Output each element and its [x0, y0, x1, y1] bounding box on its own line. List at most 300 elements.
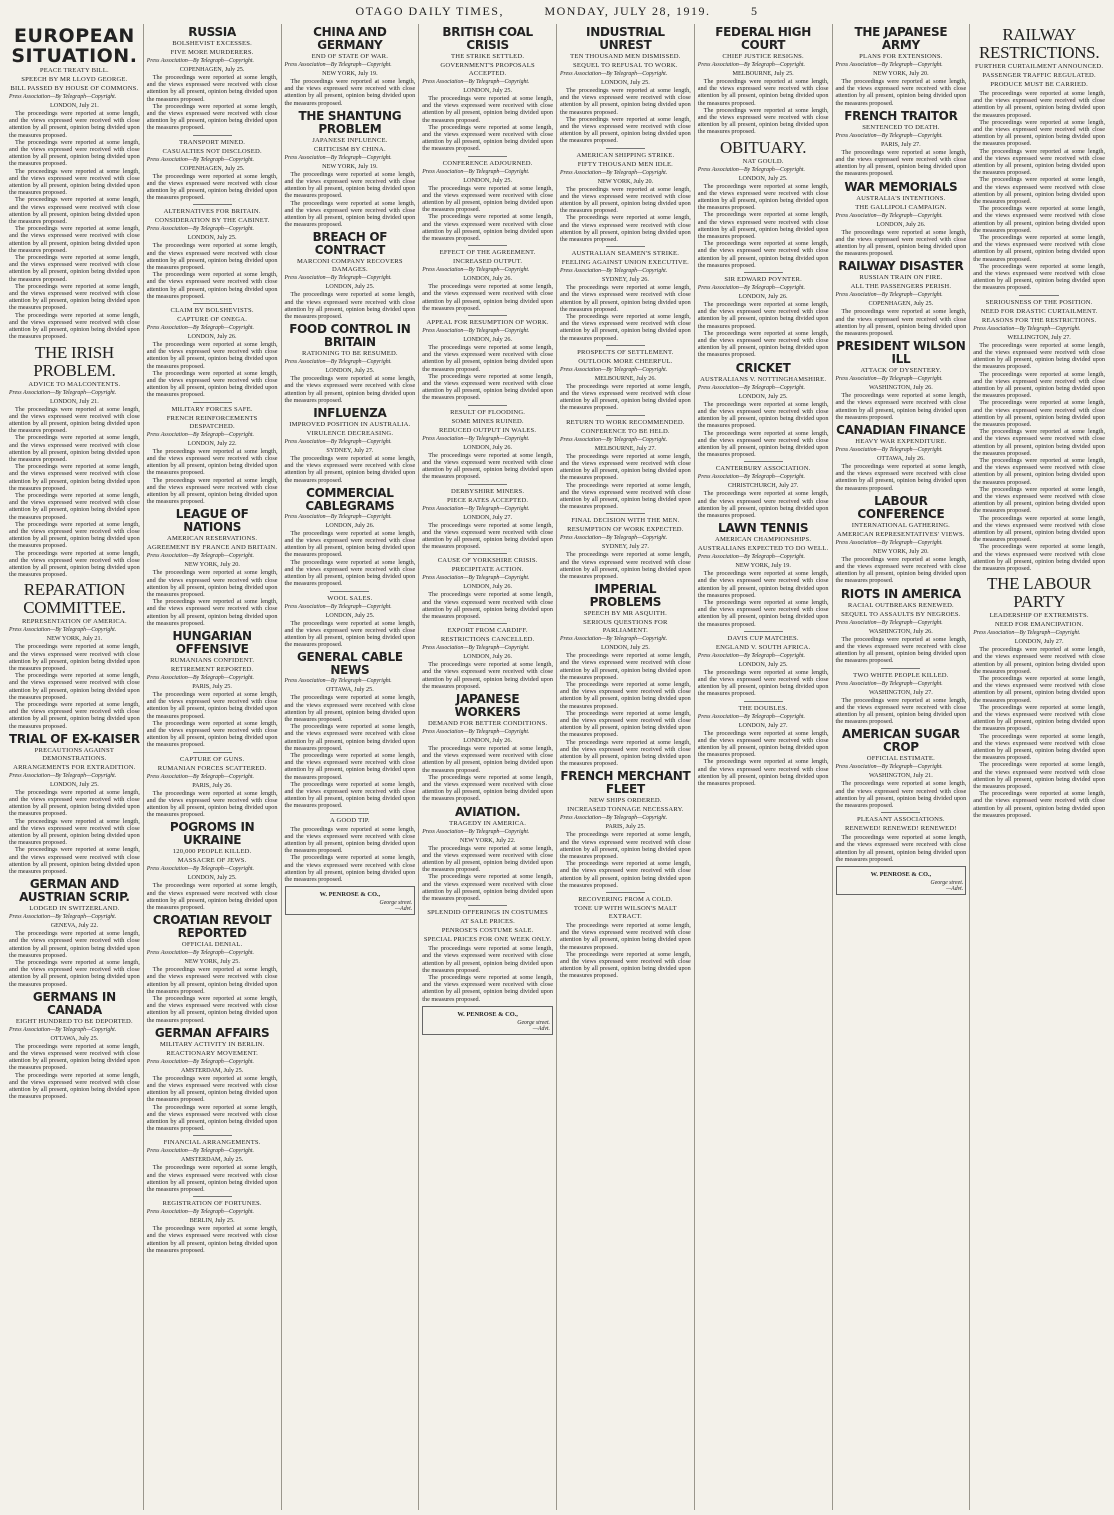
dateline: WASHINGTON, July 26.	[868, 384, 933, 392]
article	[285, 651, 416, 809]
article-paragraph: The proceedings were reported at some length, and the views expressed were received with close attention by all present, opinion being divided upon the measures proposed.	[697, 758, 829, 787]
column-3	[282, 24, 420, 1510]
article-paragraph: The proceedings were reported at some length, and the views expressed were received with close attention by all present, opinion being divided upon the measures proposed.	[284, 170, 416, 200]
article-headline: REPARATION COMMITTEE.	[23, 580, 126, 618]
article-paragraph: The proceedings were reported at some length, and the views expressed were received with close attention by all present, opinion being divided upon the measures proposed.	[146, 882, 278, 911]
article-paragraph: The proceedings were reported at some length, and the views expressed were received with close attention by all present, opinion being divided upon the measures proposed.	[284, 558, 416, 588]
article	[147, 508, 278, 627]
divider	[881, 812, 920, 813]
article	[698, 26, 829, 136]
article-subheading: CONFERENCE ADJOURNED.	[442, 159, 533, 167]
article-subheading: CONSIDERATION BY THE CABINET.	[154, 217, 270, 225]
article	[560, 345, 691, 412]
divider	[193, 1196, 232, 1197]
dateline: AMSTERDAM, July 25.	[181, 1156, 244, 1164]
dateline: GENEVA, July 22.	[50, 922, 99, 930]
article-subheading: RUSSIAN TRAIN ON FIRE.	[859, 274, 943, 282]
article-paragraph: The proceedings were reported at some length, and the views expressed were received with close attention by all present, opinion being divided upon the measures proposed.	[560, 87, 691, 116]
article-paragraph: The proceedings were reported at some length, and the views expressed were received with close attention by all present, opinion being divided upon the measures proposed.	[146, 569, 278, 598]
article-subheading: PROSPECTS OF SETTLEMENT.	[577, 348, 674, 356]
article-headline: GERMANS IN CANADA	[32, 989, 116, 1017]
dateline: LONDON, July 26.	[463, 653, 513, 661]
ad-tag: George street.	[379, 900, 413, 907]
press-credit: Press Association—By Telegraph—Copyright.	[9, 914, 117, 921]
article-paragraph: The proceedings were reported at some length, and the views expressed were received with close attention by all present, opinion being divided upon the measures proposed.	[422, 591, 553, 620]
divider	[468, 905, 507, 906]
ad-tag: George street.	[930, 879, 964, 886]
article-subheading: CASUALTIES NOT DISCLOSED.	[162, 147, 262, 155]
article	[147, 303, 278, 399]
press-credit: Press Association—By Telegraph—Copyright.	[835, 292, 943, 299]
article-subheading: CAUSE OF YORKSHIRE CRISIS.	[437, 557, 538, 565]
article-paragraph: The proceedings were reported at some length, and the views expressed were received with close attention by all present, opinion being divided upon the measures proposed.	[422, 123, 553, 153]
dateline: LONDON, July 25.	[738, 174, 788, 182]
article	[836, 728, 967, 809]
article-paragraph: The proceedings were reported at some length, and the views expressed were received with close attention by all present, opinion being divided upon the measures proposed.	[9, 846, 140, 876]
press-credit: Press Association—By Telegraph—Copyright.	[284, 62, 392, 68]
article-subheading: PRECAUTIONS AGAINST DEMONSTRATIONS.	[34, 746, 115, 762]
article-subheading: CANTERBURY ASSOCIATION.	[715, 465, 811, 473]
article	[836, 812, 967, 863]
dateline: MELBOURNE, July 26.	[594, 374, 656, 382]
dateline: LONDON, July 21.	[49, 102, 99, 109]
article	[285, 407, 416, 484]
press-credit: Press Association—By Telegraph—Copyright.	[146, 58, 254, 64]
article	[422, 623, 553, 690]
article-paragraph: The proceedings were reported at some length, and the views expressed were received with close attention by all present, opinion being divided upon the measures proposed.	[9, 254, 140, 283]
article	[698, 701, 829, 788]
article-paragraph: The proceedings were reported at some length, and the views expressed were received with close attention by all present, opinion being divided upon the measures proposed.	[560, 922, 691, 951]
article-paragraph: The proceedings were reported at some length, and the views expressed were received with close attention by all present, opinion being divided upon the measures proposed.	[835, 228, 967, 258]
article-paragraph: The proceedings were reported at some length, and the views expressed were received with close attention by all present, opinion being divided upon the measures proposed.	[9, 167, 140, 197]
article-paragraph: The proceedings were reported at some length, and the views expressed were received with close attention by all present, opinion being divided upon the measures proposed.	[9, 1071, 140, 1101]
article-paragraph: The proceedings were reported at some length, and the views expressed were received with close attention by all present, opinion being divided upon the measures proposed.	[9, 959, 140, 988]
dateline: MELBOURNE, July 27.	[594, 444, 656, 452]
dateline: NEW YORK, July 19.	[735, 562, 791, 570]
article-subheading: FEELING AGAINST UNION EXECUTIVE.	[561, 259, 689, 267]
article-subheading: RENEWED! RENEWED! RENEWED!	[844, 825, 957, 833]
article-subheading: NEED FOR DRASTIC CURTAILMENT.	[980, 307, 1098, 315]
dateline: PARIS, July 26.	[192, 781, 232, 789]
article	[147, 135, 278, 202]
press-credit: Press Association—By Telegraph—Copyright.	[422, 575, 530, 582]
article-paragraph: The proceedings were reported at some length, and the views expressed were received with close attention by all present, opinion being divided upon the measures proposed.	[9, 701, 140, 730]
press-credit: Press Association—By Telegraph—Copyright.	[422, 168, 530, 175]
press-credit: Press Association—By Telegraph—Copyright.	[560, 535, 668, 542]
article	[285, 26, 416, 107]
article	[836, 668, 967, 726]
dateline: OTTAWA, July 26.	[876, 455, 925, 463]
article	[698, 631, 829, 698]
article-paragraph: The proceedings were reported at some length, and the views expressed were received with close attention by all present, opinion being divided upon the measures proposed.	[973, 205, 1105, 234]
article-paragraph: The proceedings were reported at some length, and the views expressed were received with close attention by all present, opinion being divided upon the measures proposed.	[284, 199, 416, 229]
press-credit: Press Association—By Telegraph—Copyright.	[560, 366, 668, 373]
article-headline: THE JAPANESE ARMY	[854, 25, 948, 52]
dateline: NEW YORK, July 20.	[597, 177, 654, 185]
article-headline: THE IRISH PROBLEM.	[33, 342, 116, 380]
divider	[468, 553, 507, 554]
article	[422, 405, 553, 481]
press-credit: Press Association—By Telegraph—Copyright.	[422, 328, 530, 335]
press-credit: Press Association—By Telegraph—Copyright.	[560, 169, 668, 176]
column-8	[970, 24, 1108, 1510]
article-paragraph: The proceedings were reported at some length, and the views expressed were received with close attention by all present, opinion being divided upon the measures proposed.	[284, 375, 416, 404]
article-headline: HUNGARIAN OFFENSIVE	[172, 628, 252, 656]
article-paragraph: The proceedings were reported at some length, and the views expressed were received with close attention by all present, opinion being divided upon the measures proposed.	[422, 521, 553, 551]
divider	[468, 156, 507, 157]
article-paragraph: The proceedings were reported at some length, and the views expressed were received with close attention by all present, opinion being divided upon the measures proposed.	[9, 672, 140, 701]
article-headline: OBITUARY.	[719, 137, 807, 157]
article-paragraph: The proceedings were reported at some length, and the views expressed were received with close attention by all present, opinion being divided upon the measures proposed.	[9, 788, 140, 818]
article-subheading: REACTIONARY MOVEMENT.	[166, 1049, 258, 1057]
divider	[330, 813, 369, 814]
press-credit: Press Association—By Telegraph—Copyright.	[835, 132, 943, 139]
article-headline: FEDERAL HIGH COURT	[715, 25, 811, 52]
article-paragraph: The proceedings were reported at some length, and the views expressed were received with close attention by all present, opinion being divided upon the measures proposed.	[560, 950, 691, 980]
dateline: NEW YORK, July 21.	[46, 635, 103, 643]
press-credit: Press Association—By Telegraph—Copyright.	[284, 678, 392, 685]
divider	[193, 752, 232, 753]
article-subheading: BOLSHEVIST EXCESSES.	[172, 40, 252, 47]
article-paragraph: The proceedings were reported at some length, and the views expressed were received with close attention by all present, opinion being divided upon the measures proposed.	[973, 761, 1105, 791]
dateline: LONDON, July 25.	[187, 234, 237, 242]
article-paragraph: The proceedings were reported at some length, and the views expressed were received with close attention by all present, opinion being divided upon the measures proposed.	[973, 732, 1105, 762]
press-credit: Press Association—By Telegraph—Copyright.	[422, 505, 530, 512]
article-subheading: VIRULENCE DECREASING.	[306, 430, 394, 438]
article-subheading: 120,000 PEOPLE KILLED.	[172, 848, 252, 856]
article-headline: BREACH OF CONTRACT	[312, 230, 388, 258]
article-headline: WAR MEMORIALS	[844, 179, 958, 194]
press-credit: Press Association—By Telegraph—Copyright.	[146, 325, 254, 332]
article-subheading: SERIOUSNESS OF THE POSITION.	[985, 298, 1093, 306]
article-paragraph: The proceedings were reported at some length, and the views expressed were received with close attention by all present, opinion being divided upon the measures proposed.	[284, 751, 416, 781]
article	[147, 752, 278, 819]
article	[560, 415, 691, 511]
article-subheading: OUTLOOK MORE CHEERFUL.	[578, 357, 673, 365]
article-paragraph: The proceedings were reported at some length, and the views expressed were received with close attention by all present, opinion being divided upon the measures proposed.	[146, 447, 278, 477]
article-paragraph: The proceedings were reported at some length, and the views expressed were received with close attention by all present, opinion being divided upon the measures proposed.	[422, 661, 553, 690]
article-subheading: AMERICAN RESERVATIONS.	[167, 535, 258, 543]
dateline: NEW YORK, July 19.	[322, 162, 378, 170]
article-subheading: SENTENCED TO DEATH.	[862, 123, 940, 131]
dateline: WASHINGTON, July 26.	[868, 627, 933, 635]
article	[973, 26, 1105, 292]
article-paragraph: The proceedings were reported at some length, and the views expressed were received with close attention by all present, opinion being divided upon the measures proposed.	[9, 110, 140, 139]
dateline: COPENHAGEN, July 25.	[868, 300, 934, 308]
article-paragraph: The proceedings were reported at some length, and the views expressed were received with close attention by all present, opinion being divided upon the measures proposed.	[422, 974, 553, 1003]
dateline: LONDON, July 22.	[187, 439, 237, 447]
article-paragraph: The proceedings were reported at some length, and the views expressed were received with close attention by all present, opinion being divided upon the measures proposed.	[146, 1103, 278, 1133]
press-credit: Press Association—By Telegraph—Copyright.	[835, 539, 943, 546]
article-paragraph: The proceedings were reported at some length, and the views expressed were received with close attention by all present, opinion being divided upon the measures proposed.	[835, 78, 967, 107]
article-paragraph: The proceedings were reported at some length, and the views expressed were received with close attention by all present, opinion being divided upon the measures proposed.	[560, 652, 691, 681]
article-paragraph: The proceedings were reported at some length, and the views expressed were received with close attention by all present, opinion being divided upon the measures proposed.	[973, 428, 1105, 457]
article-subheading: SPECIAL PRICES FOR ONE WEEK ONLY.	[423, 936, 552, 944]
dateline: LONDON, July 25.	[49, 780, 99, 788]
article-paragraph: The proceedings were reported at some length, and the views expressed were received with close attention by all present, opinion being divided upon the measures proposed.	[422, 873, 553, 902]
advertisement	[285, 886, 416, 915]
article-subheading: NAT GOULD.	[742, 157, 784, 165]
article-paragraph: The proceedings were reported at some length, and the views expressed were received with close attention by all present, opinion being divided upon the measures proposed.	[146, 719, 278, 749]
article-paragraph: The proceedings were reported at some length, and the views expressed were received with close attention by all present, opinion being divided upon the measures proposed.	[973, 703, 1105, 733]
divider	[468, 623, 507, 624]
article-subheading: TRAGEDY IN AMERICA.	[449, 819, 527, 827]
article	[560, 26, 691, 145]
article-subheading: AUSTRALIANS EXPECTED TO DO WELL.	[697, 545, 829, 553]
article-paragraph: The proceedings were reported at some length, and the views expressed were received with close attention by all present, opinion being divided upon the measures proposed.	[422, 95, 553, 124]
article-paragraph: The proceedings were reported at some length, and the views expressed were received with close attention by all present, opinion being divided upon the measures proposed.	[284, 529, 416, 559]
article-paragraph: The proceedings were reported at some length, and the views expressed were received with close attention by all present, opinion being divided upon the measures proposed.	[560, 481, 691, 511]
article-paragraph: The proceedings were reported at some length, and the views expressed were received with close attention by all present, opinion being divided upon the measures proposed.	[9, 405, 140, 435]
article-paragraph: The proceedings were reported at some length, and the views expressed were received with close attention by all present, opinion being divided upon the measures proposed.	[146, 74, 278, 103]
article-paragraph: The proceedings were reported at some length, and the views expressed were received with close attention by all present, opinion being divided upon the measures proposed.	[9, 817, 140, 847]
dateline: NEW YORK, July 19.	[322, 70, 378, 77]
column-4	[419, 24, 557, 1510]
article-headline: EUROPEAN SITUATION.	[11, 25, 138, 67]
article-paragraph: The proceedings were reported at some length, and the views expressed were received with close attention by all present, opinion being divided upon the measures proposed.	[560, 680, 691, 710]
article-paragraph: The proceedings were reported at some length, and the views expressed were received with close attention by all present, opinion being divided upon the measures proposed.	[9, 549, 140, 579]
article-paragraph: The proceedings were reported at some length, and the views expressed were received with close attention by all present, opinion being divided upon the measures proposed.	[697, 301, 829, 330]
article-paragraph: The proceedings were reported at some length, and the views expressed were received with close attention by all present, opinion being divided upon the measures proposed.	[973, 262, 1105, 292]
article-subheading: CHIEF JUSTICE RESIGNS.	[722, 53, 804, 60]
article	[9, 344, 140, 579]
article-paragraph: The proceedings were reported at some length, and the views expressed were received with close attention by all present, opinion being divided upon the measures proposed.	[422, 283, 553, 312]
article-paragraph: The proceedings were reported at some length, and the views expressed were received with close attention by all present, opinion being divided upon the measures proposed.	[9, 643, 140, 672]
press-credit: Press Association—By Telegraph—Copyright.	[697, 474, 805, 481]
article-paragraph: The proceedings were reported at some length, and the views expressed were received with close attention by all present, opinion being divided upon the measures proposed.	[146, 1225, 278, 1254]
article-headline: CHINA AND GERMANY	[313, 25, 387, 52]
article-subheading: ADVICE TO MALCONTENTS.	[28, 380, 121, 388]
article-subheading: THE DOUBLES.	[738, 704, 788, 712]
article-subheading: A GOOD TIP.	[330, 816, 370, 824]
article-headline: GERMAN AFFAIRS	[154, 1025, 270, 1040]
article-subheading: DEMAND FOR BETTER CONDITIONS.	[427, 719, 548, 727]
article-paragraph: The proceedings were reported at some length, and the views expressed were received with close attention by all present, opinion being divided upon the measures proposed.	[973, 485, 1105, 515]
press-credit: Press Association—By Telegraph—Copyright.	[422, 79, 530, 85]
press-credit: Press Association—By Telegraph—Copyright.	[284, 513, 392, 520]
article	[9, 733, 140, 875]
article-headline: BRITISH COAL CRISIS	[442, 25, 533, 52]
press-credit: Press Association—By Telegraph—Copyright.	[697, 62, 805, 68]
article-paragraph: The proceedings were reported at some length, and the views expressed were received with close attention by all present, opinion being divided upon the measures proposed.	[146, 242, 278, 272]
dateline: LONDON, July 27.	[1014, 638, 1064, 646]
press-credit: Press Association—By Telegraph—Copyright.	[697, 652, 805, 659]
article-paragraph: The proceedings were reported at some length, and the views expressed were received with close attention by all present, opinion being divided upon the measures proposed.	[973, 514, 1105, 544]
press-credit: Press Association—By Telegraph—Copyright.	[697, 285, 805, 292]
article-subheading: MILITARY ACTIVITY IN BERLIN.	[159, 1040, 265, 1048]
dateline: CHRISTCHURCH, July 27.	[727, 482, 799, 490]
dateline: LONDON, July 25.	[600, 644, 650, 652]
article-paragraph: The proceedings were reported at some length, and the views expressed were received with close attention by all present, opinion being divided upon the measures proposed.	[973, 399, 1105, 428]
article-subheading: TRANSPORT MINED.	[179, 138, 246, 146]
article-subheading: EIGHT HUNDRED TO BE DEPORTED.	[15, 1017, 133, 1025]
article-paragraph: The proceedings were reported at some length, and the views expressed were received with close attention by all present, opinion being divided upon the measures proposed.	[9, 1042, 140, 1072]
article-headline: FRENCH TRAITOR	[844, 108, 958, 123]
article-paragraph: The proceedings were reported at some length, and the views expressed were received with close attention by all present, opinion being divided upon the measures proposed.	[9, 491, 140, 521]
article-paragraph: The proceedings were reported at some length, and the views expressed were received with close attention by all present, opinion being divided upon the measures proposed.	[422, 773, 553, 803]
article-paragraph: The proceedings were reported at some length, and the views expressed were received with close attention by all present, opinion being divided upon the measures proposed.	[146, 172, 278, 202]
article-paragraph: The proceedings were reported at some length, and the views expressed were received with close attention by all present, opinion being divided upon the measures proposed.	[697, 490, 829, 519]
article	[285, 110, 416, 229]
paper-name: OTAGO DAILY TIMES,	[355, 4, 504, 18]
article-subheading: ALL THE PASSENGERS PERISH.	[850, 283, 952, 291]
article	[147, 26, 278, 132]
article-paragraph: The proceedings were reported at some length, and the views expressed were received with close attention by all present, opinion being divided upon the measures proposed.	[560, 214, 691, 244]
article-paragraph: The proceedings were reported at some length, and the views expressed were received with close attention by all present, opinion being divided upon the measures proposed.	[422, 844, 553, 874]
divider	[193, 204, 232, 205]
column-1	[6, 24, 144, 1510]
article-subheading: AMERICAN SHIPPING STRIKE.	[576, 151, 675, 159]
article-subheading: END OF STATE OF WAR.	[311, 53, 389, 60]
press-credit: Press Association—By Telegraph—Copyright.	[9, 389, 117, 396]
press-credit: Press Association—By Telegraph—Copyright.	[284, 359, 392, 366]
press-credit: Press Association—By Telegraph—Copyright.	[835, 376, 943, 383]
article-subheading: AUSTRALIANS V. NOTTINGHAMSHIRE.	[700, 375, 827, 383]
article	[422, 315, 553, 402]
article-paragraph: The proceedings were reported at some length, and the views expressed were received with close attention by all present, opinion being divided upon the measures proposed.	[560, 551, 691, 580]
article-subheading: REPRESENTATION OF AMERICA.	[21, 618, 127, 626]
article-subheading: OFFICIAL ESTIMATE.	[866, 755, 935, 763]
article-paragraph: The proceedings were reported at some length, and the views expressed were received with close attention by all present, opinion being divided upon the measures proposed.	[973, 90, 1105, 119]
article-subheading: FRENCH REINFORCEMENTS DESPATCHED.	[166, 414, 258, 430]
press-credit: Press Association—By Telegraph—Copyright.	[146, 1148, 254, 1155]
article-paragraph: The proceedings were reported at some length, and the views expressed were received with close attention by all present, opinion being divided upon the measures proposed.	[697, 729, 829, 759]
article-subheading: THE STRIKE SETTLED.	[451, 53, 525, 60]
dateline: LONDON, July 25.	[463, 176, 513, 184]
press-credit: Press Association—By Telegraph—Copyright.	[146, 950, 254, 957]
ad-note: —Advt.	[946, 885, 964, 892]
article-subheading: CAPTURE OF GUNS.	[179, 755, 245, 763]
article-subheading: PLANS FOR EXTENSIONS.	[859, 53, 943, 60]
article-subheading: SIR EDWARD POYNTER.	[724, 276, 802, 284]
article	[285, 813, 416, 884]
article	[698, 461, 829, 519]
press-credit: Press Association—By Telegraph—Copyright.	[146, 674, 254, 681]
article-subheading: CONFERENCE TO BE HELD.	[580, 427, 670, 435]
article	[560, 246, 691, 342]
press-credit: Press Association—By Telegraph—Copyright.	[422, 728, 530, 735]
article	[147, 204, 278, 300]
article-subheading: WOOL SALES.	[327, 594, 373, 602]
article-paragraph: The proceedings were reported at some length, and the views expressed were received with close attention by all present, opinion being divided upon the measures proposed.	[697, 429, 829, 459]
press-credit: Press Association—By Telegraph—Copyright.	[146, 1209, 254, 1216]
article-subheading: RATIONING TO BE RESUMED.	[301, 350, 398, 358]
divider	[193, 1135, 232, 1136]
divider	[744, 701, 783, 702]
dateline: LONDON, July 25.	[187, 874, 237, 882]
article-headline: IMPERIAL PROBLEMS	[589, 582, 662, 610]
article-paragraph: The proceedings were reported at some length, and the views expressed were received with close attention by all present, opinion being divided upon the measures proposed.	[146, 966, 278, 995]
article	[698, 139, 829, 269]
dateline: MELBOURNE, July 25.	[732, 70, 794, 77]
article-subheading: IMPROVED POSITION IN AUSTRALIA.	[289, 421, 411, 429]
ad-name: W. PENROSE & CO.,	[870, 870, 932, 878]
article-subheading: APPEAL FOR RESUMPTION OF WORK.	[426, 319, 549, 327]
ad-note: —Advt.	[395, 906, 413, 913]
divider	[606, 345, 645, 346]
divider	[468, 405, 507, 406]
article-paragraph: The proceedings were reported at some length, and the views expressed were received with close attention by all present, opinion being divided upon the measures proposed.	[835, 635, 967, 665]
article-paragraph: The proceedings were reported at some length, and the views expressed were received with close attention by all present, opinion being divided upon the measures proposed.	[560, 284, 691, 313]
divider	[468, 315, 507, 316]
article-paragraph: The proceedings were reported at some length, and the views expressed were received with close attention by all present, opinion being divided upon the measures proposed.	[9, 930, 140, 959]
divider	[744, 272, 783, 273]
article	[422, 553, 553, 620]
article-subheading: THE GALLIPOLI CAMPAIGN.	[855, 203, 947, 211]
article	[147, 402, 278, 506]
dateline: LONDON, July 25.	[325, 367, 375, 375]
press-credit: Press Association—By Telegraph—Copyright.	[835, 212, 943, 219]
article-paragraph: The proceedings were reported at some length, and the views expressed were received with close attention by all present, opinion being divided upon the measures proposed.	[284, 825, 416, 855]
article-subheading: NEED FOR EMANCIPATION.	[994, 621, 1084, 629]
article-paragraph: The proceedings were reported at some length, and the views expressed were received with close attention by all present, opinion being divided upon the measures proposed.	[9, 196, 140, 226]
article-subheading: FURTHER CURTAILMENT ANNOUNCED.	[975, 63, 1104, 70]
article-subheading: ATTACK OF DYSENTERY.	[860, 367, 942, 375]
press-credit: Press Association—By Telegraph—Copyright.	[284, 275, 392, 282]
press-credit: Press Association—By Telegraph—Copyright.	[697, 384, 805, 391]
divider	[193, 135, 232, 136]
article-subheading: PENROSE'S COSTUME SALE.	[441, 927, 534, 935]
article-paragraph: The proceedings were reported at some length, and the views expressed were received with close attention by all present, opinion being divided upon the measures proposed.	[422, 945, 553, 974]
press-credit: Press Association—By Telegraph—Copyright.	[560, 71, 668, 77]
dateline: LONDON, July 26.	[463, 443, 513, 451]
press-credit: Press Association—By Telegraph—Copyright.	[835, 680, 943, 687]
article	[422, 156, 553, 243]
article-paragraph: The proceedings were reported at some length, and the views expressed were received with close attention by all present, opinion being divided upon the measures proposed.	[146, 271, 278, 300]
dateline: LONDON, July 25.	[463, 87, 513, 94]
article-paragraph: The proceedings were reported at some length, and the views expressed were received with close attention by all present, opinion being divided upon the measures proposed.	[284, 619, 416, 649]
article-subheading: PRECIPITATE ACTION.	[451, 566, 524, 574]
press-credit: Press Association—By Telegraph—Copyright.	[835, 62, 943, 68]
dateline: LONDON, July 26.	[876, 220, 926, 228]
article	[147, 1135, 278, 1193]
divider	[193, 402, 232, 403]
article	[285, 231, 416, 320]
divider	[744, 631, 783, 632]
dateline: LONDON, July 25.	[738, 660, 788, 668]
article-paragraph: The proceedings were reported at some length, and the views expressed were received with close attention by all present, opinion being divided upon the measures proposed.	[973, 176, 1105, 206]
article-subheading: TWO WHITE PEOPLE KILLED.	[853, 671, 949, 679]
article-headline: INFLUENZA	[313, 406, 387, 421]
article	[285, 487, 416, 588]
advertisement	[422, 1006, 553, 1035]
article-subheading: SPEECH BY MR ASQUITH.	[583, 610, 667, 618]
article	[9, 991, 140, 1101]
article	[560, 583, 691, 767]
article-paragraph: The proceedings were reported at some length, and the views expressed were received with close attention by all present, opinion being divided upon the measures proposed.	[9, 282, 140, 312]
dateline: NEW YORK, July 22.	[459, 836, 516, 844]
article-headline: LAWN TENNIS	[718, 521, 809, 536]
article	[836, 110, 967, 178]
article-paragraph: The proceedings were reported at some length, and the views expressed were received with close attention by all present, opinion being divided upon the measures proposed.	[835, 834, 967, 863]
article-subheading: MASSACRE OF JEWS.	[177, 857, 247, 865]
dateline: LONDON, July 26.	[738, 293, 788, 301]
dateline: LONDON, July 26.	[463, 736, 513, 744]
press-credit: Press Association—By Telegraph—Copyright.	[146, 156, 254, 163]
dateline: PARIS, July 27.	[881, 140, 921, 148]
article-headline: CROATIAN REVOLT REPORTED	[152, 913, 272, 941]
article	[422, 693, 553, 803]
masthead	[0, 4, 1114, 20]
article-paragraph: The proceedings were reported at some length, and the views expressed were received with close attention by all present, opinion being divided upon the measures proposed.	[835, 555, 967, 585]
dateline: SYDNEY, July 26.	[601, 276, 649, 284]
article-subheading: MARCONI COMPANY RECOVERS DAMAGES.	[296, 258, 403, 274]
press-credit: Press Association—By Telegraph—Copyright.	[146, 553, 254, 560]
article-subheading: JAPANESE INFLUENCE.	[312, 136, 388, 144]
ad-note: —Advt.	[532, 1025, 550, 1032]
dateline: LONDON, July 27.	[463, 513, 513, 521]
article-subheading: GOVERNMENT'S PROPOSALS ACCEPTED.	[440, 62, 535, 77]
